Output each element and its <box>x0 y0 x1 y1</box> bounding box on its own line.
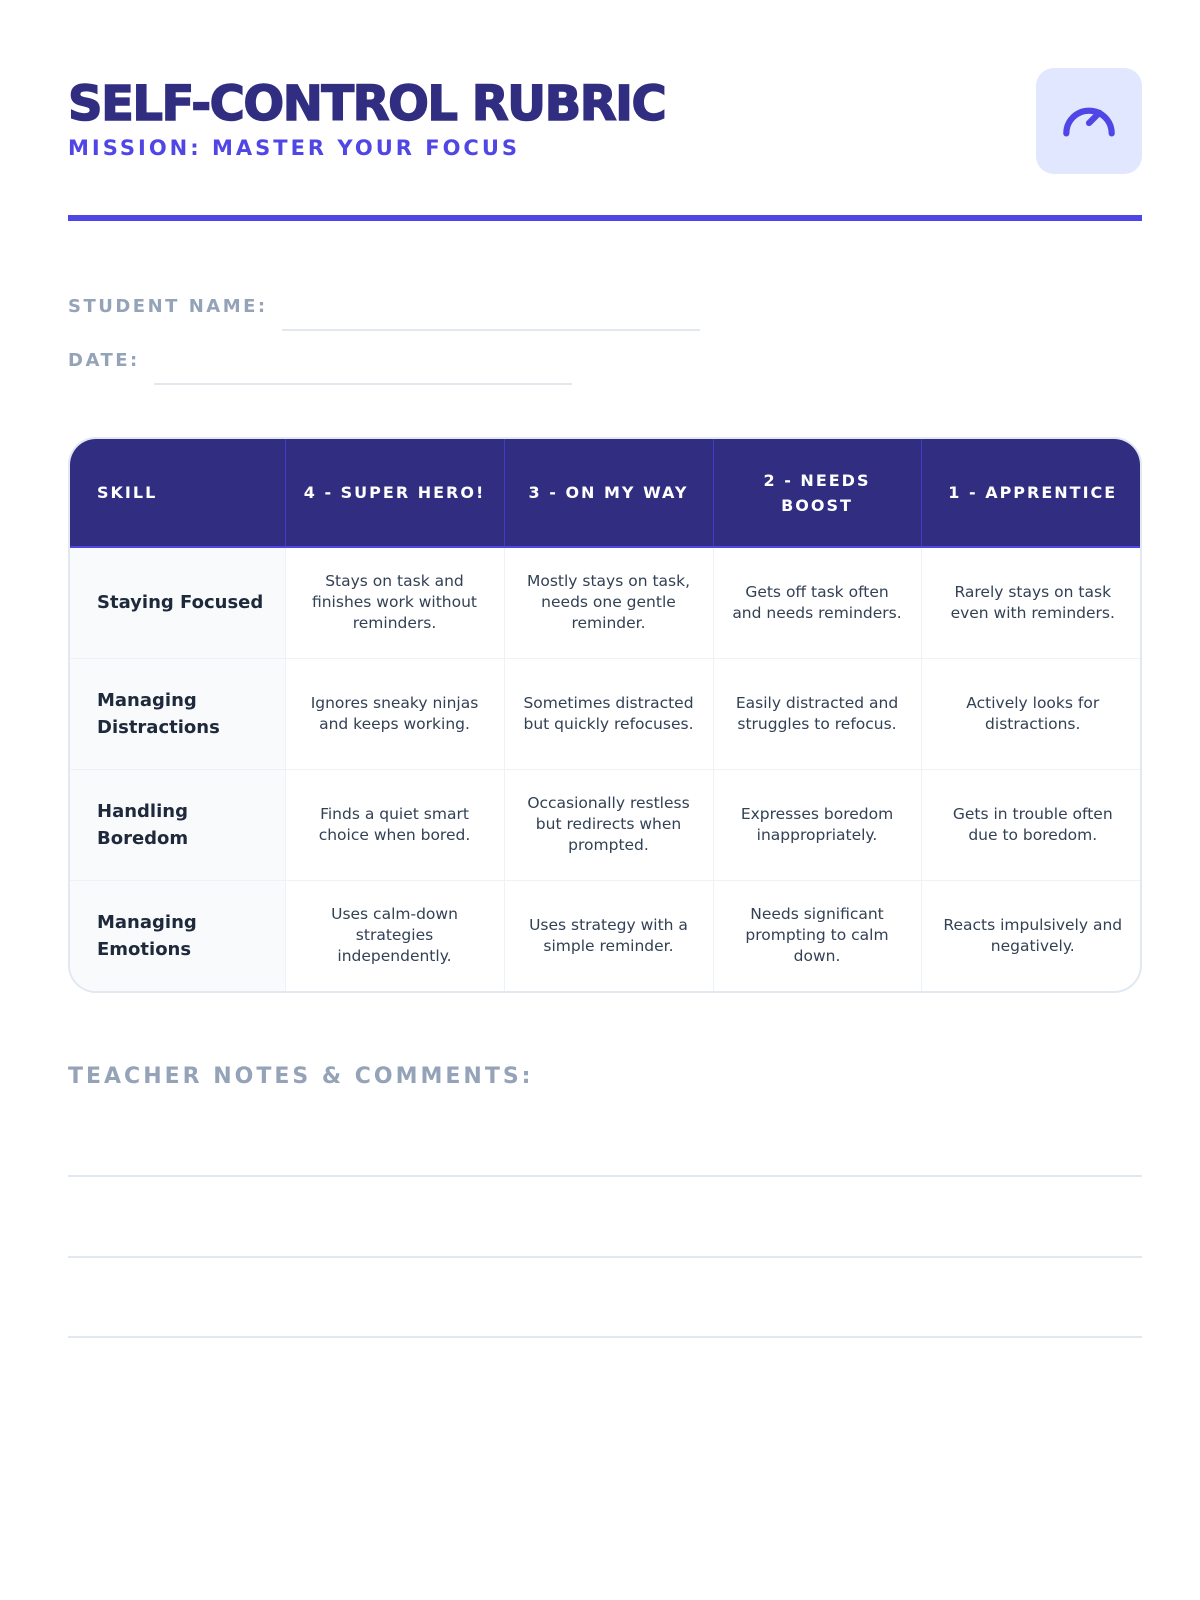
table-cell: Uses calm-down strategies independently. <box>285 880 504 991</box>
table-row <box>70 769 1142 880</box>
table-header-row <box>70 439 1142 547</box>
page-header <box>68 78 1140 160</box>
table-row <box>70 658 1142 769</box>
date-label: DATE: <box>68 350 140 371</box>
skill-label: Handling Boredom <box>70 769 285 880</box>
speedometer-badge <box>1036 68 1142 174</box>
header-divider <box>68 215 1142 221</box>
table-cell: Mostly stays on task, needs one gentle reminder. <box>504 547 713 658</box>
table-cell: Actively looks for distractions. <box>921 658 1142 769</box>
date-field <box>68 350 572 371</box>
table-cell: Occasionally restless but redirects when prompted. <box>504 769 713 880</box>
skill-label: Managing Emotions <box>70 880 285 991</box>
rubric-table <box>68 437 1142 993</box>
table-row <box>70 880 1142 991</box>
table-cell: Reacts impulsively and negatively. <box>943 915 1123 955</box>
table-cell: Uses strategy with a simple reminder. <box>504 880 713 991</box>
skill-label: Managing Distractions <box>70 658 285 769</box>
table-cell: Sometimes distracted but quickly refocuses. <box>504 658 713 769</box>
table-cell: Gets off task often and needs reminders. <box>713 547 921 658</box>
table-cell: Gets in trouble often due to boredom. <box>921 769 1142 880</box>
header-level-3: 3 - ON MY WAY <box>504 439 713 547</box>
table-cell: Stays on task and finishes work without reminders. <box>285 547 504 658</box>
notes-line[interactable] <box>68 1256 1142 1258</box>
table-cell: Expresses boredom inappropriately. <box>713 769 921 880</box>
table-row <box>70 547 1142 658</box>
header-level-4: 4 - SUPER HERO! <box>285 439 504 547</box>
student-name-line[interactable] <box>282 329 700 331</box>
table-cell: Ignores sneaky ninjas and keeps working. <box>285 658 504 769</box>
table-cell: Rarely stays on task even with reminders. <box>921 547 1142 658</box>
notes-line[interactable] <box>68 1175 1142 1177</box>
header-level-1: 1 - APPRENTICE <box>921 439 1142 547</box>
student-name-label: STUDENT NAME: <box>68 296 268 317</box>
page-subtitle: MISSION: MASTER YOUR FOCUS <box>68 136 521 160</box>
speedometer-icon <box>1056 88 1122 154</box>
table-cell: Needs significant prompting to calm down. <box>713 880 921 991</box>
teacher-notes-title: TEACHER NOTES & COMMENTS: <box>68 1064 534 1089</box>
date-line[interactable] <box>154 383 572 385</box>
table-cell: Easily distracted and struggles to refocus. <box>713 658 921 769</box>
skill-label: Staying Focused <box>70 547 285 658</box>
header-level-2: 2 - NEEDS BOOST <box>713 439 921 547</box>
header-skill: SKILL <box>70 439 285 547</box>
notes-line[interactable] <box>68 1336 1142 1338</box>
page-title: SELF-CONTROL RUBRIC <box>68 76 666 132</box>
student-name-field <box>68 296 700 317</box>
table-cell: Finds a quiet smart choice when bored. <box>285 769 504 880</box>
